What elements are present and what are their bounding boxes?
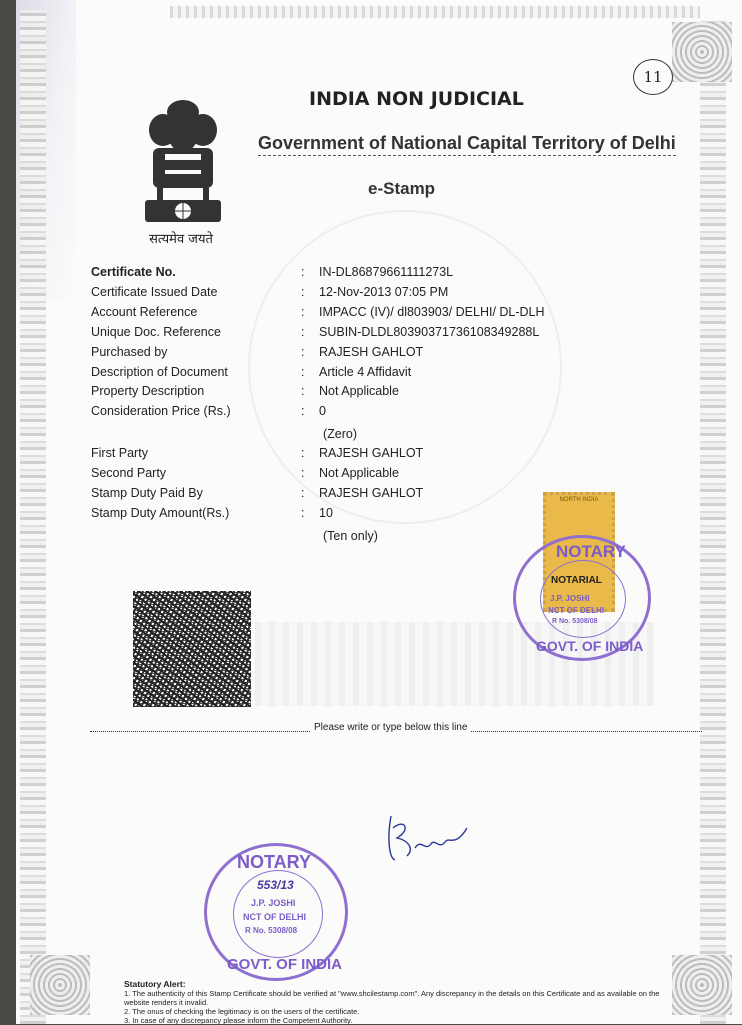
- seal-region: NCT OF DELHI: [243, 912, 306, 922]
- seal-bottom-text: GOVT. OF INDIA: [536, 638, 644, 654]
- seal-name: J.P. JOSHI: [251, 898, 296, 908]
- detail-separator: :: [301, 365, 305, 379]
- detail-value: 12-Nov-2013 07:05 PM: [319, 285, 449, 299]
- stamp-overprint: NOTARIAL: [551, 575, 602, 586]
- seal-reg-no: R No. 5308/08: [245, 926, 298, 935]
- detail-value: RAJESH GAHLOT: [319, 486, 424, 500]
- corner-ornament: [30, 955, 90, 1015]
- detail-separator: :: [301, 446, 305, 460]
- detail-separator: :: [301, 325, 305, 339]
- detail-separator: :: [301, 305, 305, 319]
- detail-value: Not Applicable: [319, 466, 399, 480]
- estamp-subtitle: e-Stamp: [368, 179, 436, 198]
- ashoka-emblem-icon: [135, 90, 231, 250]
- detail-value: 0: [319, 404, 326, 418]
- detail-label: First Party: [91, 446, 148, 460]
- detail-value: IN-DL86879661111273L: [319, 265, 454, 279]
- government-name: Government of National Capital Territory of Delhi: [258, 133, 676, 156]
- detail-value: RAJESH GAHLOT: [319, 446, 424, 460]
- document-title: INDIA NON JUDICIAL: [309, 88, 524, 110]
- detail-label: Description of Document: [91, 365, 228, 379]
- stamp-top-text: NORTH INDIA: [559, 497, 599, 503]
- handwritten-page-number: 11: [633, 59, 673, 95]
- detail-label: Consideration Price (Rs.): [91, 404, 231, 418]
- duty-in-words: (Ten only): [323, 529, 378, 543]
- detail-separator: :: [301, 265, 305, 279]
- detail-label: Purchased by: [91, 345, 168, 359]
- detail-separator: :: [301, 345, 305, 359]
- corner-ornament: [672, 22, 732, 82]
- detail-separator: :: [301, 285, 305, 299]
- detail-value: Not Applicable: [319, 384, 399, 398]
- seal-name: J.P. JOSHI: [550, 594, 590, 603]
- seal-bottom-text: GOVT. OF INDIA: [227, 956, 343, 973]
- seal-top-text: NOTARY: [556, 542, 626, 561]
- detail-separator: :: [301, 384, 305, 398]
- top-security-border: [170, 6, 700, 18]
- notary-seal-bottom: [204, 843, 348, 981]
- alert-title: Statutory Alert:: [124, 979, 186, 989]
- qr-code-icon: [133, 591, 251, 707]
- detail-label: Unique Doc. Reference: [91, 325, 221, 339]
- detail-value: SUBIN-DLDL80390371736108349288L: [319, 325, 540, 339]
- detail-label: Stamp Duty Amount(Rs.): [91, 506, 230, 520]
- detail-separator: :: [301, 466, 305, 480]
- detail-label: Certificate No.: [91, 265, 176, 279]
- detail-label: Certificate Issued Date: [91, 285, 218, 299]
- emblem-motto: सत्यमेव जयते: [149, 232, 213, 247]
- seal-handwritten-number: 553/13: [257, 878, 294, 892]
- alert-item: 2. The onus of checking the legitimacy is on the users of the certificate.: [124, 1007, 360, 1016]
- left-security-border: [20, 10, 46, 1024]
- detail-label: Account Reference: [91, 305, 198, 319]
- alert-item: 3. In case of any discrepancy please inform the Competent Authority.: [124, 1016, 353, 1025]
- divider-instruction: Please write or type below this line: [311, 722, 470, 733]
- consideration-in-words: (Zero): [323, 427, 358, 441]
- detail-value: 10: [319, 506, 333, 520]
- detail-separator: :: [301, 506, 305, 520]
- detail-label: Stamp Duty Paid By: [91, 486, 203, 500]
- detail-label: Second Party: [91, 466, 167, 480]
- alert-item: 1. The authenticity of this Stamp Certificate should be verified at "www.shcilestamp.com". Any discrepancy in the details on this Certificate and as available on the website renders it invalid.: [124, 989, 660, 1007]
- statutory-alert: [124, 980, 684, 1025]
- seal-reg-no: R No. 5308/08: [552, 618, 598, 625]
- detail-value: Article 4 Affidavit: [319, 365, 412, 379]
- right-security-border: [700, 20, 726, 1024]
- detail-value: IMPACC (IV)/ dl803903/ DELHI/ DL-DLH: [319, 305, 545, 319]
- seal-top-text: NOTARY: [237, 852, 311, 872]
- detail-separator: :: [301, 486, 305, 500]
- signature-icon: [385, 808, 475, 868]
- detail-separator: :: [301, 404, 305, 418]
- detail-label: Property Description: [91, 384, 205, 398]
- seal-region: NCT OF DELHI: [548, 606, 604, 615]
- notary-seal-top: [513, 535, 651, 661]
- detail-value: RAJESH GAHLOT: [319, 345, 424, 359]
